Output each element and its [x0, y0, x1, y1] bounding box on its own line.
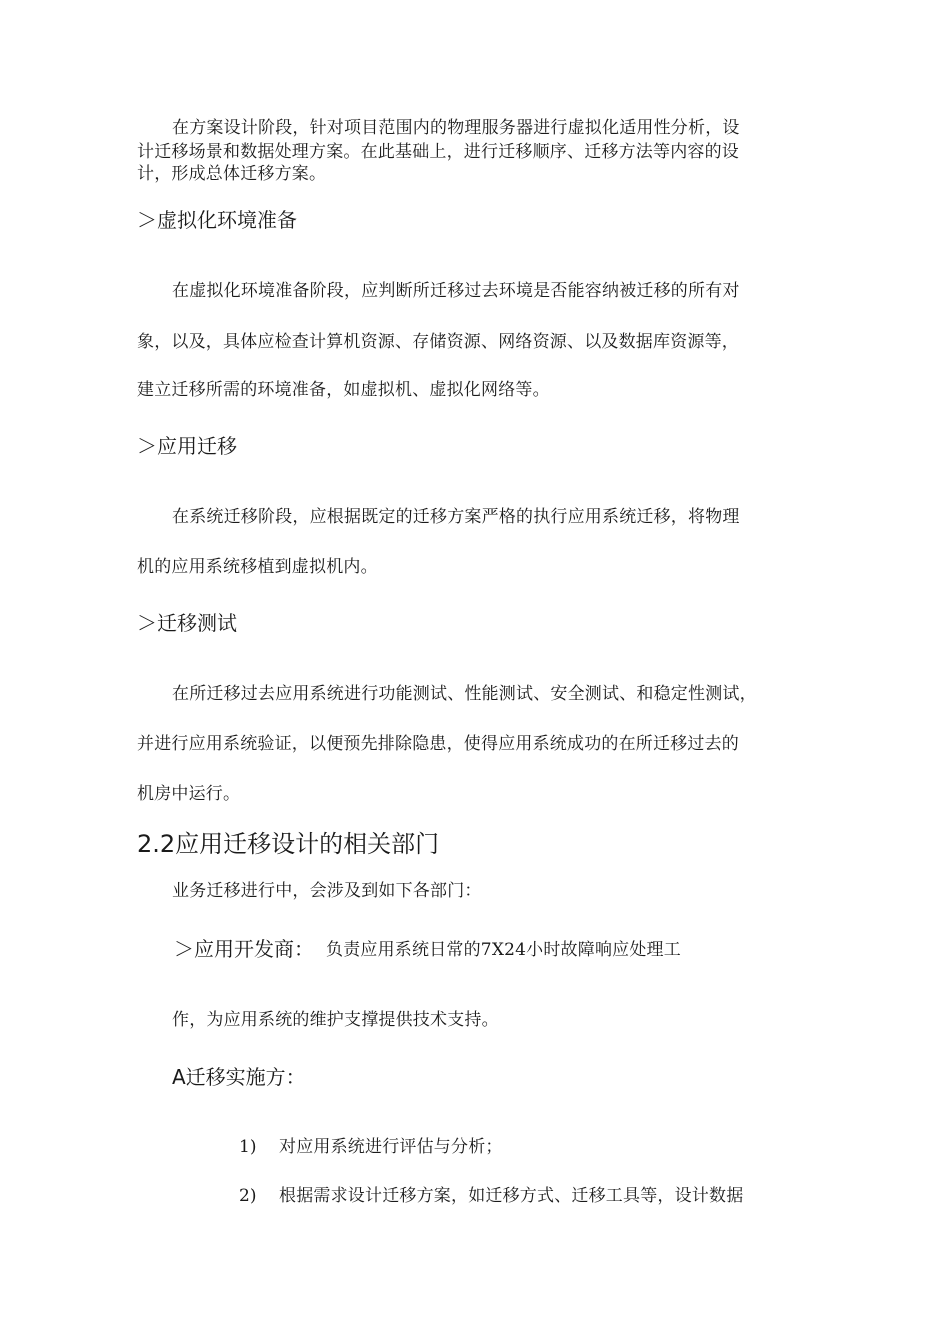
heading-migration-test: ＞迁移测试	[137, 611, 237, 635]
paragraph-test-line-1: 在所迁移过去应用系统进行功能测试、性能测试、安全测试、和稳定性测试，	[172, 684, 757, 704]
dev-line-1: 负责应用系统日常的7X24小时故障响应处理工	[326, 940, 681, 960]
paragraph-env-line-1: 在虚拟化环境准备阶段，应判断所迁移过去环境是否能容纳被迁移的所有对	[172, 281, 740, 301]
list-item-1-number: 1)	[239, 1137, 257, 1157]
paragraph-test-line-2: 并进行应用系统验证，以便预先排除隐患，使得应用系统成功的在所迁移过去的	[137, 734, 739, 754]
paragraph-app-line-1: 在系统迁移阶段，应根据既定的迁移方案严格的执行应用系统迁移，将物理	[172, 507, 740, 527]
dev-label: ＞应用开发商：	[174, 937, 314, 961]
paragraph-test-line-3: 机房中运行。	[137, 784, 241, 804]
paragraph-1-line-3: 计，形成总体迁移方案。	[137, 164, 327, 184]
list-item-1-text: 对应用系统进行评估与分析；	[279, 1137, 503, 1157]
list-item-2-text: 根据需求设计迁移方案，如迁移方式、迁移工具等，设计数据	[279, 1186, 744, 1206]
heading-app-migration: ＞应用迁移	[137, 434, 237, 458]
list-item-2-number: 2)	[239, 1186, 257, 1206]
paragraph-app-line-2: 机的应用系统移植到虚拟机内。	[137, 557, 378, 577]
paragraph-env-line-3: 建立迁移所需的环境准备，如虚拟机、虚拟化网络等。	[137, 380, 550, 400]
section-2-2-heading: 2.2应用迁移设计的相关部门	[137, 830, 440, 858]
impl-label: A迁移实施方：	[172, 1065, 306, 1089]
paragraph-1-line-1: 在方案设计阶段，针对项目范围内的物理服务器进行虚拟化适用性分析，设	[172, 118, 740, 138]
heading-virtualization-env: ＞虚拟化环境准备	[137, 208, 297, 232]
paragraph-1-line-2: 计迁移场景和数据处理方案。在此基础上，进行迁移顺序、迁移方法等内容的设	[137, 142, 739, 162]
intro-text: 业务迁移进行中，会涉及到如下各部门：	[172, 881, 482, 901]
paragraph-env-line-2: 象，以及，具体应检查计算机资源、存储资源、网络资源、以及数据库资源等，	[137, 332, 739, 352]
dev-line-2: 作，为应用系统的维护支撑提供技术支持。	[172, 1010, 499, 1030]
